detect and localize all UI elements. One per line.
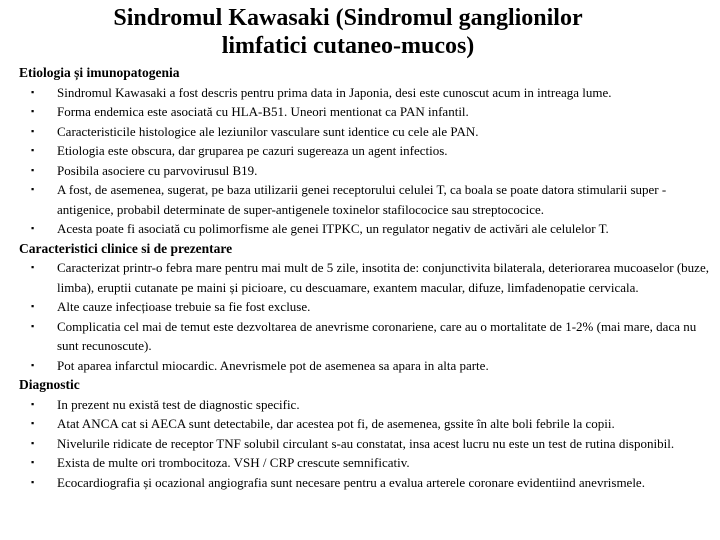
bullet-text: Nivelurile ridicate de receptor TNF solubil circulant s-au constatat, insa acest lucru nu este un test de rutina disponibil.	[57, 435, 675, 451]
slide-title-line-1: Sindromul Kawasaki (Sindromul ganglionilor	[113, 5, 583, 31]
bullet-square-icon: ▪	[31, 476, 35, 487]
bullet-item	[19, 141, 712, 161]
bullet-item	[19, 395, 712, 415]
bullet-item	[19, 219, 712, 239]
bullet-item	[19, 473, 712, 493]
bullet-square-icon: ▪	[31, 106, 35, 116]
bullet-item	[19, 414, 712, 434]
bullet-square-icon: ▪	[31, 262, 35, 272]
slide-title-line-2: limfatici cutaneo-mucos)	[221, 33, 475, 59]
bullet-square-icon: ▪	[31, 437, 35, 448]
bullet-item	[19, 180, 712, 219]
bullet-text: Pot aparea infarctul miocardic. Anevrismele pot de asemenea sa apara in alta parte.	[57, 357, 489, 373]
bullet-square-icon: ▪	[31, 184, 35, 194]
bullet-text: Forma endemica este asociată cu HLA-B51. Uneori mentionat ca PAN infantil.	[57, 104, 469, 119]
bullet-square-icon: ▪	[31, 320, 35, 331]
bullet-text: A fost, de asemenea, sugerat, pe baza utilizarii genei receptorului celulei T, ca boala se poate datora stimularii super -antigenice, probabil determinate de super-antigenele toxinelor stafilococice sau streptococice.	[57, 182, 667, 217]
bullet-item	[19, 258, 712, 297]
bullet-text: Caracteristicile histologice ale leziunilor vasculare sunt identice cu cele ale PAN.	[57, 123, 479, 139]
section-heading-diagnostic: Diagnostic	[19, 377, 80, 392]
bullet-square-icon: ▪	[31, 418, 35, 428]
bullet-item	[19, 453, 712, 473]
bullet-text: Sindromul Kawasaki a fost descris pentru prima data in Japonia, desi este cunoscut acum in intreaga lume.	[57, 84, 612, 100]
bullet-text: Complicatia cel mai de temut este dezvoltarea de anevrisme coronariene, care au o mortalitate de 1-2% (mai mare, daca nu sunt recunoscute).	[57, 318, 697, 353]
bullet-square-icon: ▪	[31, 145, 35, 155]
bullet-item	[19, 317, 712, 356]
bullet-square-icon: ▪	[31, 301, 35, 311]
bullet-text: Ecocardiografia și ocazional angiografia sunt necesare pentru a evalua arterele coronare evidentiind anevrismele.	[57, 474, 645, 490]
bullet-text: Etiologia este obscura, dar gruparea pe cazuri sugereaza un agent infectios.	[57, 143, 448, 158]
bullet-item	[19, 102, 712, 122]
bullet-text: Caracterizat printr-o febra mare pentru mai mult de 5 zile, insotita de: conjunctivita bilaterala, deteriorarea mucoaselor (buze, limba), eruptii cutanate pe maini și picioare, cu descuamare, exantem macular, difuze, limfadenopatie cervicala.	[57, 260, 709, 295]
bullet-square-icon: ▪	[31, 223, 35, 233]
bullet-text: Exista de multe ori trombocitoza. VSH / CRP crescute semnificativ.	[57, 455, 410, 470]
bullet-square-icon: ▪	[31, 359, 35, 370]
bullet-item	[19, 356, 712, 376]
bullet-text: Acesta poate fi asociată cu polimorfisme ale genei ITPKC, un regulator negativ de activări ale celulelor T.	[57, 221, 609, 236]
slide-title	[0, 0, 720, 60]
bullet-text: Posibila asociere cu parvovirusul B19.	[57, 162, 258, 178]
bullet-text: In prezent nu există test de diagnostic specific.	[57, 396, 300, 412]
bullet-item	[19, 297, 712, 317]
bullet-square-icon: ▪	[31, 125, 35, 136]
bullet-text: Alte cauze infecțioase trebuie sa fie fost excluse.	[57, 299, 311, 314]
section-heading-etiologia: Etiologia și imunopatogenia	[19, 65, 180, 80]
bullet-item	[19, 83, 712, 103]
section-heading-caracteristici-clinice: Caracteristici clinice si de prezentare	[19, 240, 233, 256]
bullet-square-icon: ▪	[31, 164, 35, 175]
bullet-item	[19, 161, 712, 181]
bullet-square-icon: ▪	[31, 398, 35, 409]
bullet-square-icon: ▪	[31, 86, 35, 97]
bullet-square-icon: ▪	[31, 457, 35, 467]
bullet-item	[19, 122, 712, 142]
slide-body	[0, 60, 720, 492]
bullet-text: Atat ANCA cat si AECA sunt detectabile, dar acestea pot fi, de asemenea, gssite în alte boli febrile la copii.	[57, 416, 615, 431]
bullet-item	[19, 434, 712, 454]
